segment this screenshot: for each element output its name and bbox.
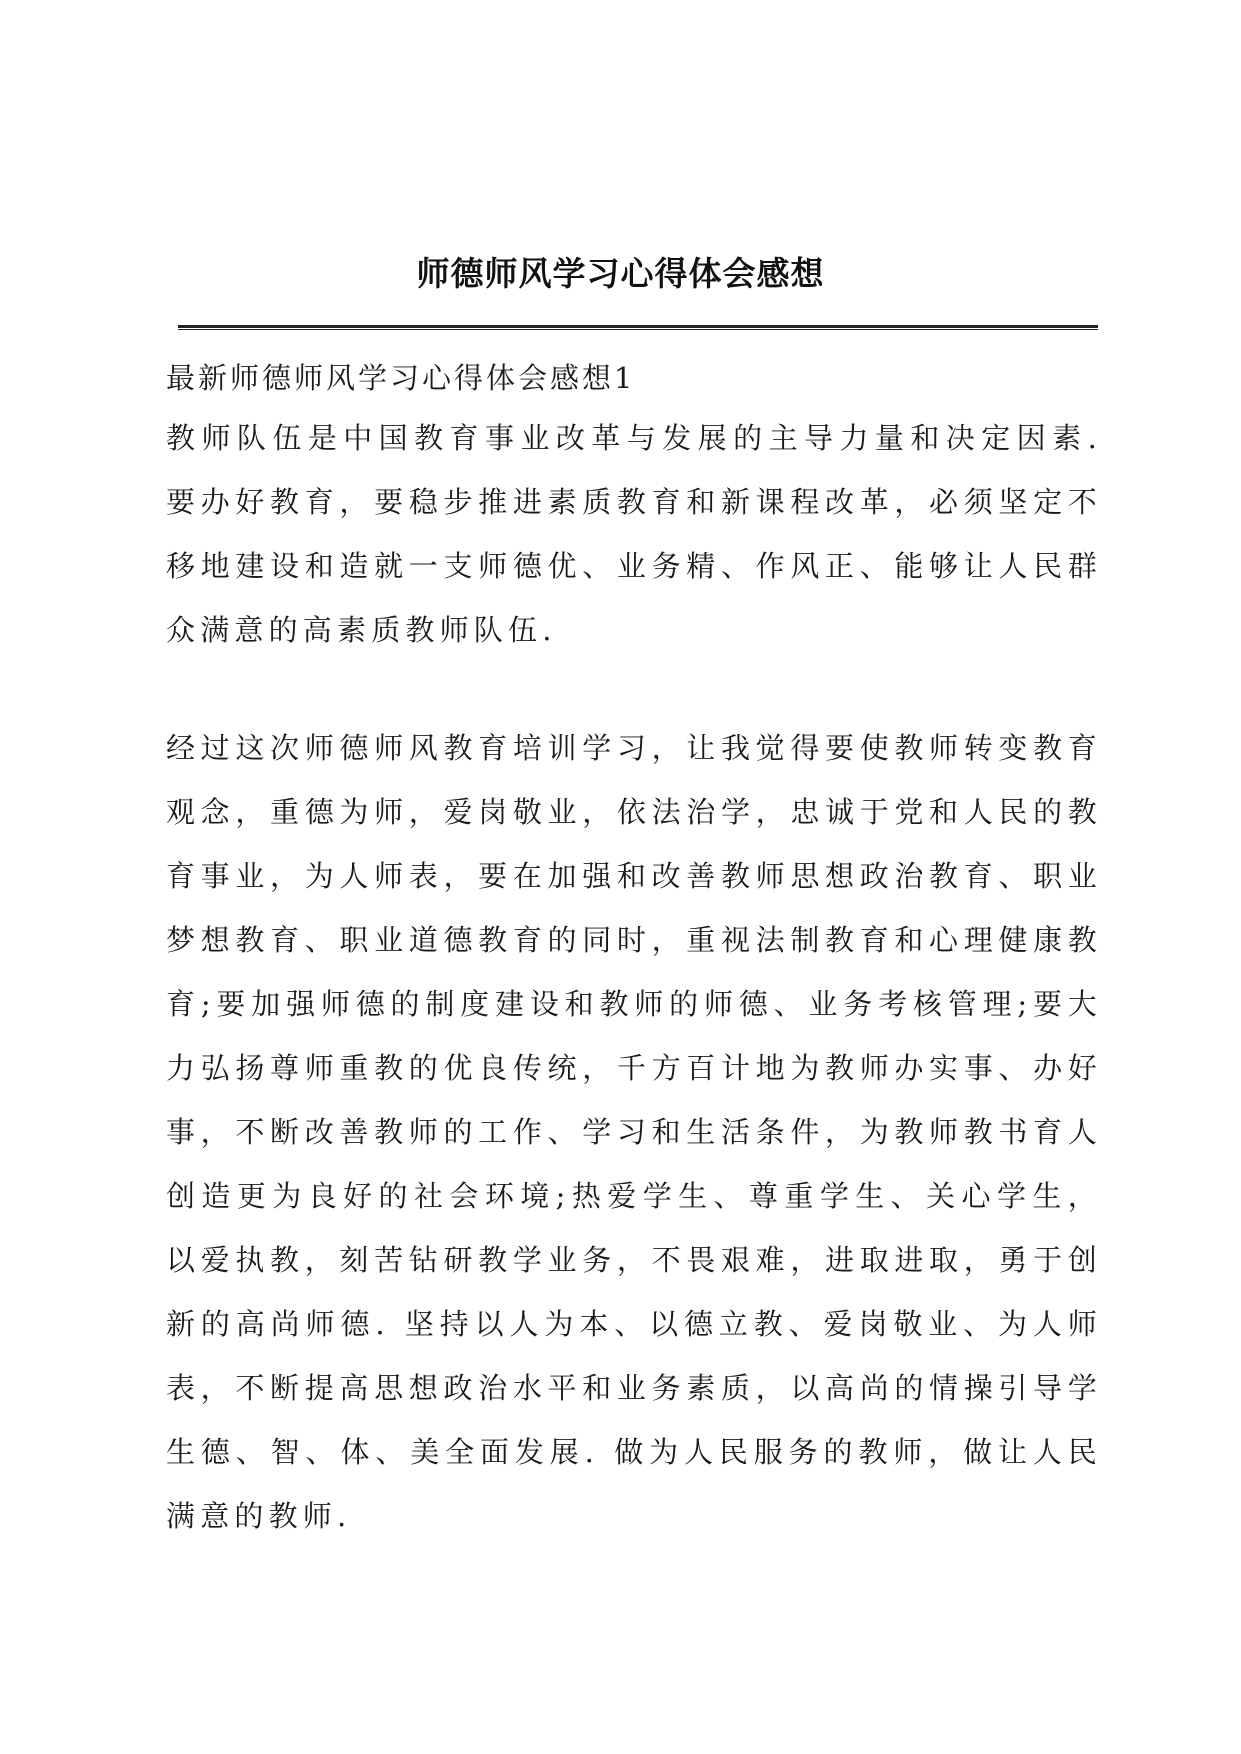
title-divider — [178, 325, 1098, 330]
section-heading: 最新师德师风学习心得体会感想1 — [166, 361, 636, 395]
document-body — [166, 356, 1102, 1548]
paragraph-1: 教师队伍是中国教育事业改革与发展的主导力量和决定因素. 要办好教育，要稳步推进素质教育和新课程改革，必须坚定不移地建设和造就一支师德优、业务精、作风正、能够让人民群众满意的高素质教师队伍. — [166, 421, 1102, 647]
document-title: 师德师风学习心得体会感想 — [416, 254, 825, 293]
paragraph-2: 经过这次师德师风教育培训学习，让我觉得要使教师转变教育观念，重德为师，爱岗敬业，依法治学，忠诚于党和人民的教育事业，为人师表，要在加强和改善教师思想政治教育、职业梦想教育、职业道德教育的同时，重视法制教育和心理健康教育;要加强师德的制度建设和教师的师德、业务考核管理;要大力弘扬尊师重教的优良传统，千方百计地为教师办实事、办好事，不断改善教师的工作、学习和生活条件，为教师教书育人创造更为良好的社会环境;热爱学生、尊重学生、关心学生，以爱执教，刻苦钻研教学业务，不畏艰难，进取进取，勇于创新的高尚师德. 坚持以人为本、以德立教、爱岗敬业、为人师表，不断提高思想政治水平和业务素质，以高尚的情操引导学生德、智、体、美全面发展. 做为人民服务的教师，做让人民满意的教师. — [166, 731, 1102, 1533]
